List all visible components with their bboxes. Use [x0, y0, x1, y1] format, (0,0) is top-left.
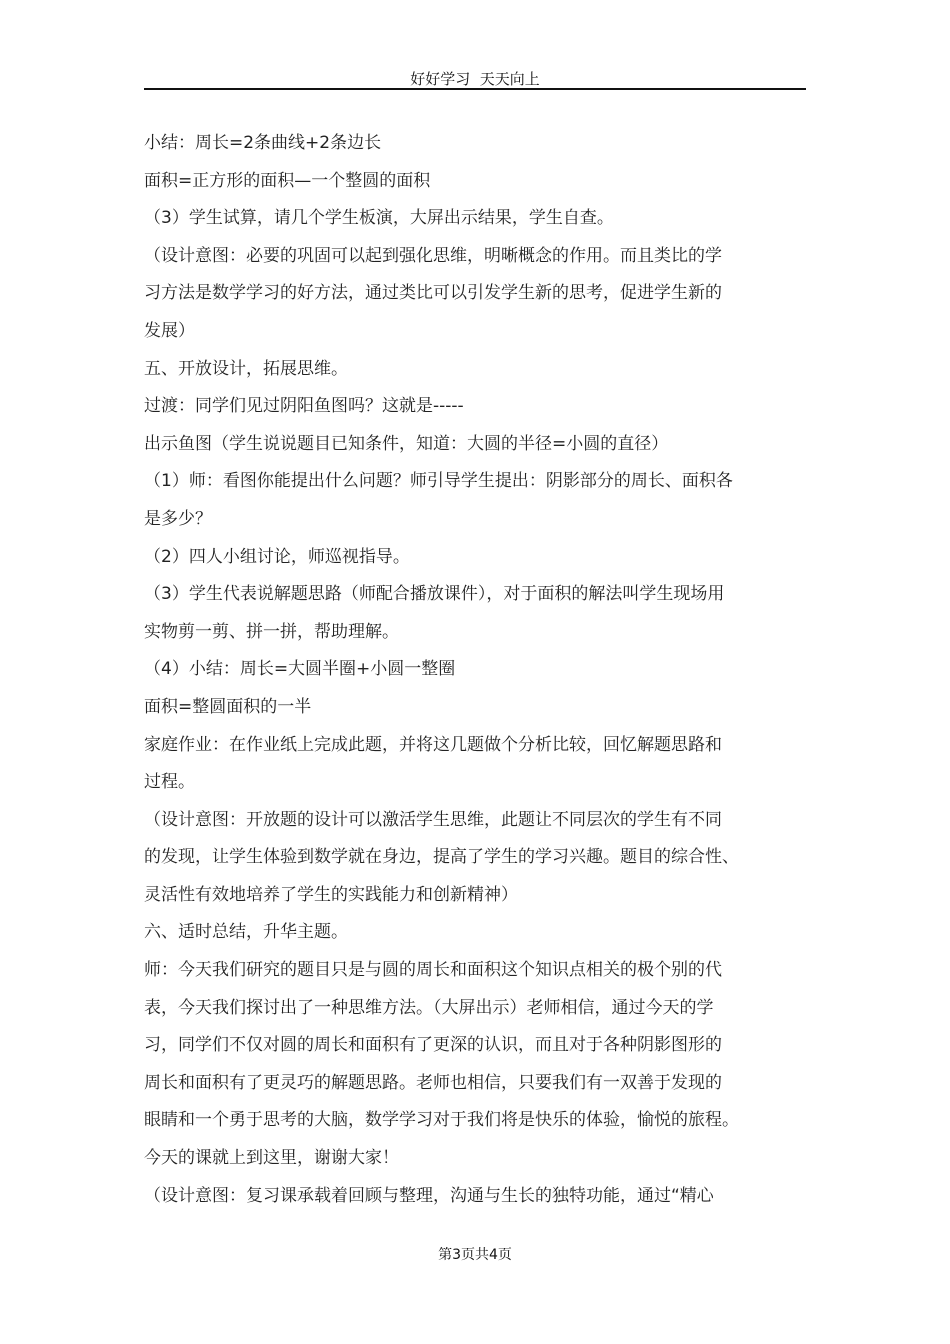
text-line: 家庭作业：在作业纸上完成此题，并将这几题做个分析比较，回忆解题思路和: [144, 734, 722, 755]
text-line: （设计意图：开放题的设计可以激活学生思维，此题让不同层次的学生有不同: [144, 809, 722, 830]
text-line: 过渡：同学们见过阴阳鱼图吗？这就是-----: [144, 396, 464, 417]
text-line: 习，同学们不仅对圆的周长和面积有了更深的认识，而且对于各种阴影图形的: [144, 1035, 722, 1056]
text-line: 今天的课就上到这里，谢谢大家！: [144, 1148, 399, 1169]
text-line: 出示鱼图（学生说说题目已知条件，知道：大圆的半径=小圆的直径）: [144, 433, 669, 454]
text-line: 周长和面积有了更灵巧的解题思路。老师也相信，只要我们有一双善于发现的: [144, 1072, 722, 1093]
text-line: （2）四人小组讨论，师巡视指导。: [144, 546, 410, 567]
text-line: （3）学生试算，请几个学生板演，大屏出示结果，学生自查。: [144, 208, 614, 229]
text-line: 表，今天我们探讨出了一种思维方法。（大屏出示）老师相信，通过今天的学: [144, 997, 714, 1018]
text-line: 面积=整圆面积的一半: [144, 696, 312, 717]
page-header: 好好学习 天天向上: [410, 70, 540, 88]
text-line: 小结：周长=2条曲线+2条边长: [144, 133, 382, 153]
document-body: [144, 125, 810, 1215]
section-heading: 五、开放设计，拓展思维。: [144, 358, 348, 379]
text-line: （4）小结：周长=大圆半圈+小圆一整圈: [144, 659, 456, 680]
page-number: 第3页共4页: [438, 1247, 512, 1263]
text-line: 的发现，让学生体验到数学就在身边，提高了学生的学习兴趣。题目的综合性、: [144, 847, 739, 868]
text-line: （3）学生代表说解题思路（师配合播放课件），对于面积的解法叫学生现场用: [144, 584, 725, 605]
header-divider: [144, 88, 806, 90]
text-line: （1）师：看图你能提出什么问题？师引导学生提出：阴影部分的周长、面积各: [144, 471, 733, 492]
text-line: 眼睛和一个勇于思考的大脑，数学学习对于我们将是快乐的体验，愉悦的旅程。: [144, 1110, 739, 1131]
text-line: 面积=正方形的面积—一个整圆的面积: [144, 170, 431, 191]
text-line: 是多少？: [144, 508, 212, 529]
text-line: （设计意图：复习课承载着回顾与整理，沟通与生长的独特功能，通过“精心: [144, 1185, 714, 1206]
text-line: 过程。: [144, 772, 195, 793]
text-line: 实物剪一剪、拼一拼，帮助理解。: [144, 621, 399, 642]
text-line: 灵活性有效地培养了学生的实践能力和创新精神）: [144, 884, 518, 905]
text-line: （设计意图：必要的巩固可以起到强化思维，明晰概念的作用。而且类比的学: [144, 245, 722, 266]
text-line: 习方法是数学学习的好方法，通过类比可以引发学生新的思考，促进学生新的: [144, 283, 722, 304]
section-heading: 六、适时总结，升华主题。: [144, 922, 348, 943]
text-line: 师：今天我们研究的题目只是与圆的周长和面积这个知识点相关的极个别的代: [144, 960, 722, 981]
text-line: 发展）: [144, 320, 195, 341]
